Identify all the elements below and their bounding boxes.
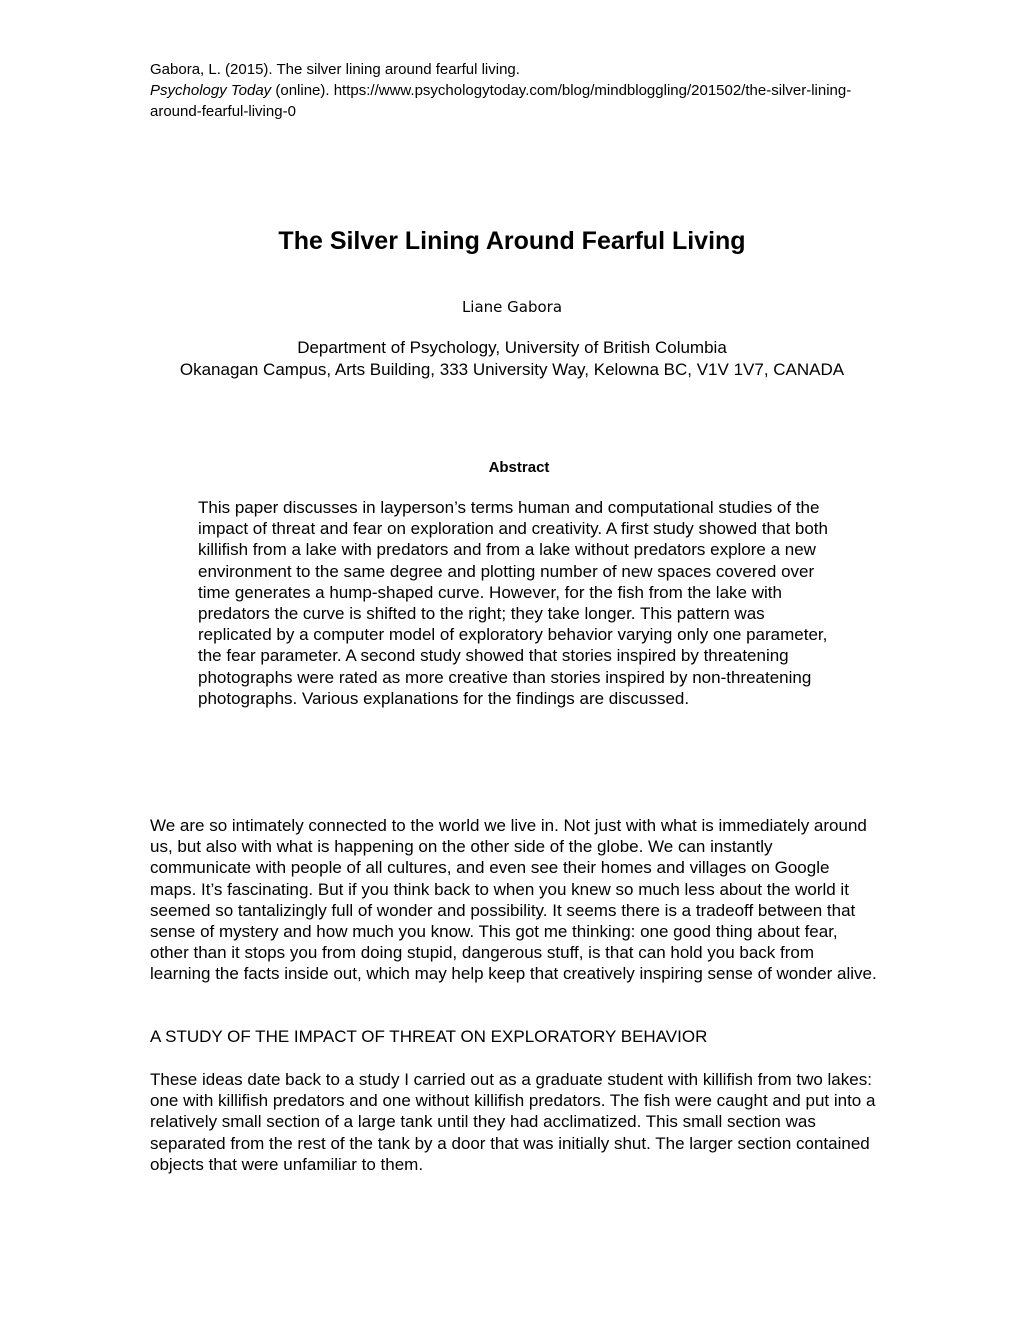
affiliation-line-2: Okanagan Campus, Arts Building, 333 University Way, Kelowna BC, V1V 1V7, CANADA [179, 360, 845, 379]
abstract-text: This paper discusses in layperson’s terms human and computational studies of the impact of threat and fear on exploration and creativity. A first study showed that both killifish from a lake with predators and from a lake without predators explore a new environment to the same degree and plotting number of new spaces covered over time generates a hump-shaped curve. However, for the fish from the lake with predators the curve is shifted to the right; they take longer. This pattern was replicated by a computer model of exploratory behavior varying only one parameter, the fear parameter. A second study showed that stories inspired by threatening photographs were rated as more creative than stories inspired by non-threatening photographs. Various explanations for the findings are discussed. [198, 498, 828, 708]
body-paragraph-2: These ideas date back to a study I carried out as a graduate student with killifish from two lakes: one with killifish predators and one without killifish predators. The fish were caught and put into a relatively small section of a large tank until they had acclimatized. This small section was separated from the rest of the tank by a door that was initially shut. The larger section contained objects that were unfamiliar to them. [150, 1070, 876, 1174]
author-name: Liane Gabora [461, 298, 563, 316]
abstract-heading: Abstract [488, 459, 550, 476]
section-heading: A STUDY OF THE IMPACT OF THREAT ON EXPLORATORY BEHAVIOR [150, 1027, 708, 1046]
author-affiliation [0, 337, 1024, 381]
citation-line-2 [150, 80, 890, 122]
citation-line-1: Gabora, L. (2015). The silver lining around fearful living. [150, 61, 520, 78]
citation-url: (online). https://www.psychologytoday.com/blog/mindbloggling/201502/the-silver-lining-around-fearful-living-0 [150, 82, 852, 120]
affiliation-line-1: Department of Psychology, University of British Columbia [297, 338, 727, 357]
citation-journal: Psychology Today [150, 82, 272, 99]
paper-title: The Silver Lining Around Fearful Living [278, 227, 746, 255]
body-paragraph-1: We are so intimately connected to the world we live in. Not just with what is immediately around us, but also with what is happening on the other side of the globe. We can instantly communicate with people of all cultures, and even see their homes and villages on Google maps. It’s fascinating. But if you think back to when you knew so much less about the world it seemed so tantalizingly full of wonder and possibility. It seems there is a tradeoff between that sense of mystery and how much you know. This got me thinking: one good thing about fear, other than it stops you from doing stupid, dangerous stuff, is that can hold you back from learning the facts inside out, which may help keep that creatively inspiring sense of wonder alive. [150, 816, 877, 984]
citation [150, 59, 890, 122]
